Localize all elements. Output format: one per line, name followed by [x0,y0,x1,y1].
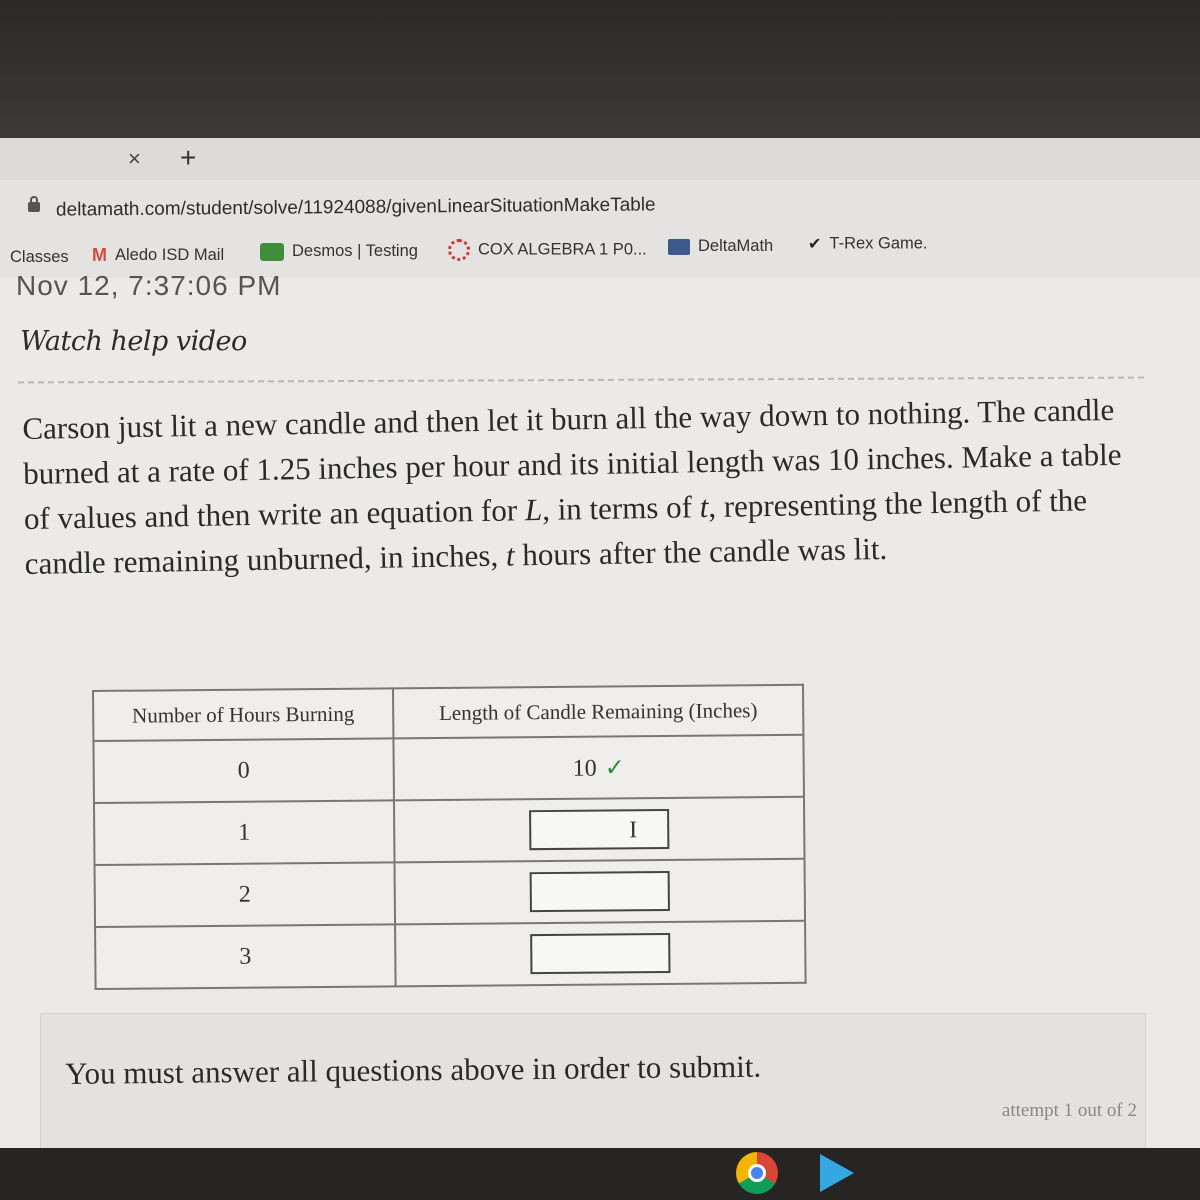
gmail-icon: M [92,245,107,265]
play-store-icon[interactable] [820,1154,854,1192]
table-header-row [93,685,803,741]
bookmark-deltamath[interactable] [668,237,773,256]
column-header-hours: Number of Hours Burning [93,688,393,741]
variable-t: t [699,489,709,525]
bookmark-aledo-mail[interactable] [92,245,224,266]
submit-panel [40,1013,1146,1148]
chrome-icon[interactable] [736,1152,778,1194]
problem-text: , in terms of [541,489,700,527]
hours-cell: 0 [93,738,394,803]
variable-t: t [505,537,515,573]
values-table [92,684,807,990]
hours-cell: 3 [95,924,396,989]
problem-text: Carson just lit a new candle and then let it burn all the way down to nothing. The candle burned at a rate of 1.25 inches per hour and its initial length was 10 inches. Make a table of values and then write an equation for [22,391,1122,536]
attempt-counter: attempt 1 out of 2 [1001,1100,1137,1121]
length-value: 10 [572,755,597,782]
table-row [94,797,805,865]
bookmark-label: Aledo ISD Mail [115,245,225,264]
problem-statement [22,387,1135,586]
trex-icon: ✔ [808,236,822,253]
text-cursor-icon: I [629,817,638,844]
address-bar[interactable] [0,180,1200,230]
timestamp: Nov 12, 7:37:06 PM [16,270,282,301]
bookmark-label: COX ALGEBRA 1 P0... [478,240,647,259]
problem-text: , representing the length of the candle remaining unburned, in inches, [24,482,1088,581]
desmos-icon [260,243,284,261]
os-shelf [0,1148,1200,1200]
length-cell [393,735,804,801]
hours-cell: 2 [95,862,396,927]
watch-help-video-link[interactable]: Watch help video [20,326,247,357]
bookmark-classes[interactable] [10,248,69,267]
variable-L: L [524,491,543,528]
length-cell [395,859,806,925]
column-header-length: Length of Candle Remaining (Inches) [393,685,803,739]
dashed-divider [18,377,1144,384]
table-row [95,921,806,989]
cox-icon [448,239,470,261]
table-row [95,859,806,927]
checkmark-icon: ✓ [604,754,625,782]
url-text[interactable]: deltamath.com/student/solve/11924088/givenLinearSituationMakeTable [55,194,656,221]
tab-strip [0,138,1200,180]
deltamath-page [0,270,1200,1148]
submit-message: You must answer all questions above in order to submit. [65,1048,762,1091]
new-tab-button[interactable]: + [180,142,197,173]
table-row [93,735,804,803]
bookmark-trex[interactable] [808,234,928,254]
bookmark-label: T-Rex Game. [829,234,928,253]
bookmark-label: Desmos | Testing [292,242,418,260]
bookmark-label: Classes [10,248,69,266]
browser-window [0,138,1200,1148]
bookmark-label: DeltaMath [698,237,774,255]
lock-icon [28,202,40,212]
hours-cell: 1 [94,800,395,865]
length-cell [395,921,806,987]
deltamath-icon [668,239,690,255]
bookmark-desmos[interactable] [260,242,418,261]
answer-input-3[interactable] [530,933,670,974]
answer-input-1[interactable] [529,809,669,850]
problem-text: hours after the candle was lit. [514,530,888,573]
monitor-bezel [0,0,1200,138]
bookmark-cox-algebra[interactable] [448,239,647,261]
answer-input-2[interactable] [530,871,670,912]
length-cell [394,797,805,863]
close-tab-button[interactable]: × [128,146,141,171]
